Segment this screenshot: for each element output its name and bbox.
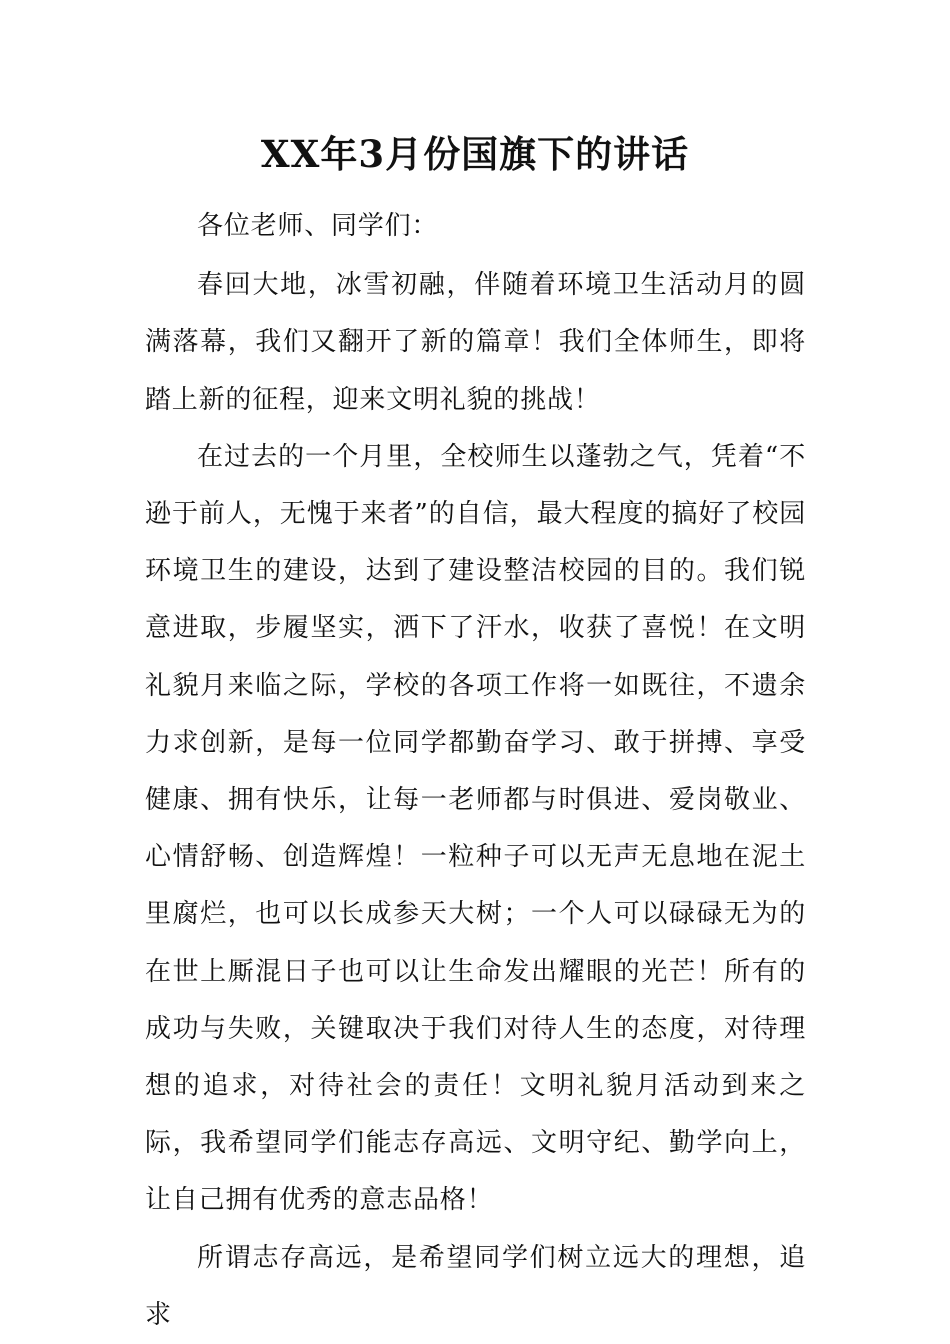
paragraph-3: 所谓志存高远，是希望同学们树立远大的理想，追求 bbox=[145, 1242, 806, 1330]
document-body bbox=[145, 198, 806, 1344]
salutation: 各位老师、同学们： bbox=[197, 211, 439, 241]
document-title: XX年3月份国旗下的讲话 bbox=[260, 132, 690, 176]
paragraph-1: 春回大地，冰雪初融，伴随着环境卫生活动月的圆满落幕，我们又翻开了新的篇章！我们全体师生，即将踏上新的征程，迎来文明礼貌的挑战！ bbox=[145, 270, 806, 415]
paragraph-2: 在过去的一个月里，全校师生以蓬勃之气，凭着“不逊于前人，无愧于来者”的自信，最大程度的搞好了校园环境卫生的建设，达到了建设整洁校园的目的。我们锐意进取，步履坚实，洒下了汗水，收获了喜悦！在文明礼貌月来临之际，学校的各项工作将一如既往，不遗余力求创新，是每一位同学都勤奋学习、敢于拼搏、享受健康、拥有快乐，让每一老师都与时俱进、爱岗敬业、心情舒畅、创造辉煌！一粒种子可以无声无息地在泥土里腐烂，也可以长成参天大树；一个人可以碌碌无为的在世上厮混日子也可以让生命发出耀眼的光芒！所有的成功与失败，关键取决于我们对待人生的态度，对待理想的追求，对待社会的责任！文明礼貌月活动到来之际，我希望同学们能志存高远、文明守纪、勤学向上，让自己拥有优秀的意志品格！ bbox=[145, 441, 806, 1216]
